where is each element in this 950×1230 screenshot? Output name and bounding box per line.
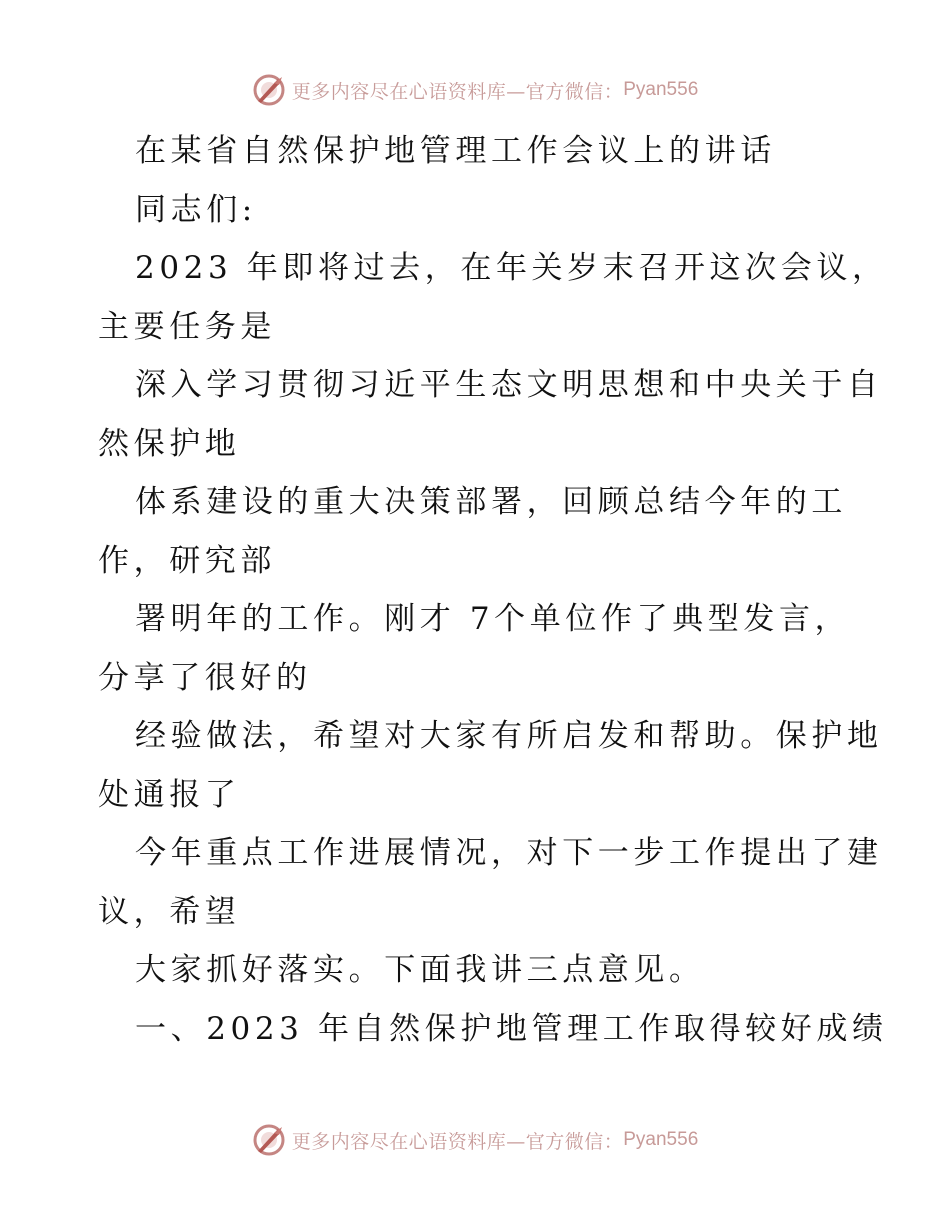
text-line: 大家抓好落实。下面我讲三点意见。 (135, 952, 705, 988)
text-line: 深入学习贯彻习近平生态文明思想和中央关于自 (135, 367, 883, 403)
text-line: 主要任务是 (98, 308, 276, 345)
text-line: 署明年的工作。刚才 7个单位作了典型发言， (135, 601, 851, 637)
text-line: 处通报了 (98, 776, 241, 813)
text-line: 然保护地 (98, 425, 241, 462)
quill-logo-icon (252, 1123, 286, 1157)
header-watermark (0, 70, 950, 110)
watermark-wechat-id: Pyan556 (623, 79, 699, 100)
text-line: 议，希望 (98, 893, 241, 930)
text-line: 体系建设的重大决策部署，回顾总结今年的工 (135, 484, 847, 520)
text-line: 今年重点工作进展情况，对下一步工作提出了建 (135, 835, 883, 871)
watermark-text: 更多内容尽在心语资料库—官方微信： (291, 80, 624, 103)
document-body (98, 122, 888, 1058)
text-line: 作，研究部 (98, 542, 276, 579)
watermark-text: 更多内容尽在心语资料库—官方微信： (291, 1130, 624, 1153)
salutation: 同志们: (135, 191, 257, 228)
footer-watermark (0, 1120, 950, 1160)
text-line: 2023 年即将过去，在年关岁末召开这次会议， (135, 250, 888, 286)
quill-logo-icon (252, 73, 286, 107)
text-line: 分享了很好的 (98, 659, 312, 696)
watermark-wechat-id: Pyan556 (623, 1129, 699, 1150)
section-heading: 一、2023 年自然保护地管理工作取得较好成绩 (135, 1010, 888, 1047)
document-title: 在某省自然保护地管理工作会议上的讲话 (135, 133, 776, 169)
text-line: 经验做法，希望对大家有所启发和帮助。保护地 (135, 718, 883, 754)
